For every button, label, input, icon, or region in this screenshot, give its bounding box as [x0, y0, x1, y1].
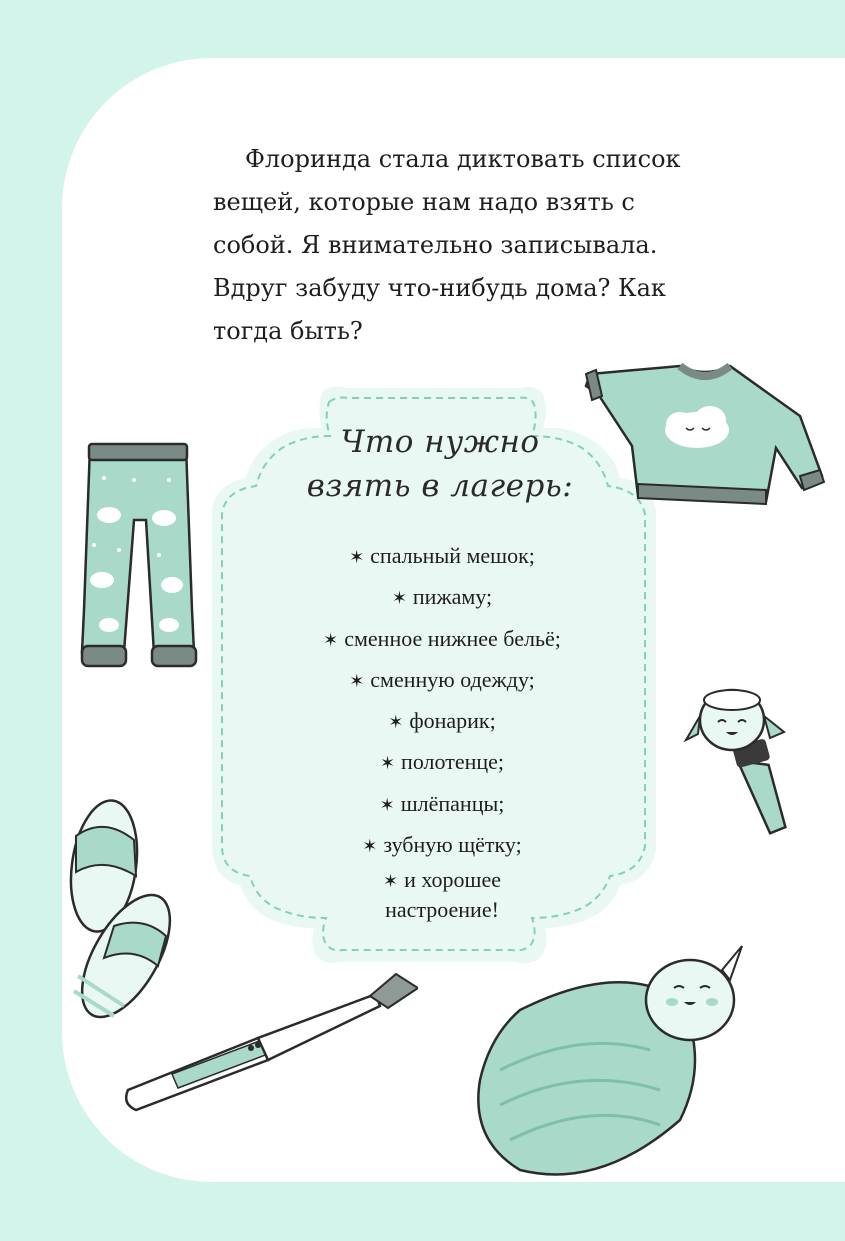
star-icon: ✶: [349, 670, 365, 692]
toothbrush-icon: [118, 968, 418, 1118]
list-item: ✶ пижаму;: [391, 584, 493, 610]
checklist: [262, 536, 622, 924]
checklist-title-line1: Что нужно: [340, 424, 540, 460]
list-item: ✶ сменную одежду;: [349, 666, 535, 692]
list-item: ✶ фонарик;: [388, 708, 496, 734]
star-icon: ✶: [379, 794, 395, 816]
flashlight-icon: [682, 680, 797, 838]
list-item: ✶ сменное нижнее бельё;: [323, 625, 561, 651]
list-item: ✶ полотенце;: [379, 749, 505, 775]
list-item-last: ✶ и хорошее настроение!: [383, 867, 501, 923]
list-item: ✶ шлёпанцы;: [379, 790, 505, 816]
star-icon: ✶: [323, 629, 339, 651]
star-icon: ✶: [391, 588, 407, 610]
checklist-title: [290, 420, 590, 508]
intro-paragraph: Флоринда стала диктовать список вещей, которые нам надо взять с собой. Я внимательно записывала. Вдруг забуду что-нибудь дома? Как тогда быть?: [213, 145, 681, 345]
star-icon: ✶: [388, 712, 404, 734]
star-icon: ✶: [379, 753, 396, 775]
star-icon: ✶: [349, 547, 365, 568]
list-item: ✶ спальный мешок;: [349, 543, 535, 568]
star-icon: ✶: [383, 871, 399, 893]
checklist-title-line2: взять в лагерь:: [306, 468, 574, 504]
sleeping-bag-icon: [460, 940, 750, 1190]
pajama-pants-icon: [74, 440, 204, 672]
list-item: ✶ зубную щётку;: [362, 832, 522, 858]
star-icon: ✶: [362, 836, 378, 858]
sweater-icon: [580, 356, 825, 518]
